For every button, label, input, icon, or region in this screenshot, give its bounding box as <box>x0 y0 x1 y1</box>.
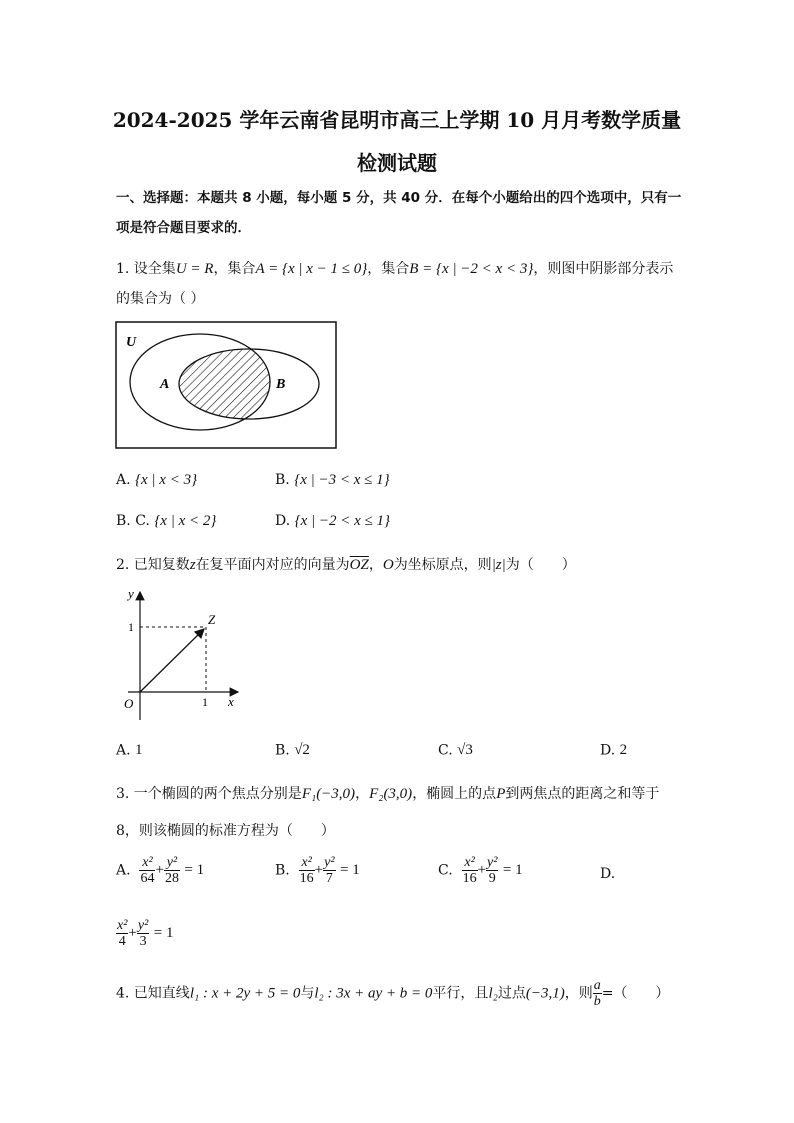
vector-oz: $\overline{OZ}$ <box>349 557 369 573</box>
question-4-line-1: 4. 已知直线l₁ : x + 2y + 5 = 0与l₂ : 3x + ay + b = 0平行，且l₂过点(−3,1)，则 $\frac{a}{b}$ =（ ） <box>116 978 670 1009</box>
q2-option-d[interactable]: D. 2 <box>600 742 628 759</box>
venn-diagram <box>112 318 344 452</box>
question-2-line-1: 2. 已知复数z在复平面内对应的向量为$\overline{OZ}$，O为坐标原点，则|z|为（ ） <box>116 557 576 573</box>
point: (−3,1) <box>525 985 565 1002</box>
title-line-1: 2024-2025 学年云南省昆明市高三上学期 10 月月考数学质量 <box>112 108 682 132</box>
q2-option-a[interactable]: A. 1 <box>116 742 143 759</box>
svg-text:x: x <box>228 694 234 709</box>
fraction-a-over-b: $\frac{a}{b}$ <box>593 978 601 1009</box>
q3-option-c[interactable]: C. $\frac{\text{x²}}{16}$ + $\frac{\text{y²}}{9}$ = 1 <box>438 855 523 886</box>
q3-option-b[interactable]: B. $\frac{\text{x²}}{16}$ + $\frac{\text{y²}}{7}$ = 1 <box>275 855 360 886</box>
svg-text:1: 1 <box>202 695 208 709</box>
question-1-line-2: 的集合为（ ） <box>116 291 205 307</box>
q2-option-b[interactable]: B. √2 <box>275 742 310 759</box>
section-heading-line-2: 项是符合题目要求的． <box>116 220 251 236</box>
title-line-2: 检测试题 <box>357 151 437 175</box>
venn-label-b: B <box>276 377 286 392</box>
question-1-line-1: 1. 设全集U = R，集合A = {x | x − 1 ≤ 0}，集合B = {x | −2 < x < 3}，则图中阴影部分表示 <box>116 261 674 277</box>
q1-option-b[interactable]: B. {x | −3 < x ≤ 1} <box>275 472 390 488</box>
q2-option-c[interactable]: C. √3 <box>438 742 473 759</box>
svg-text:y: y <box>128 586 134 601</box>
q3-option-d[interactable]: $\frac{\text{x²}}{4}$ + $\frac{\text{y²}}{3}$ = 1 <box>117 918 174 949</box>
set-a-definition: A = {x | x − 1 ≤ 0} <box>255 261 368 277</box>
svg-text:O: O <box>124 696 134 711</box>
venn-label-u: U <box>126 335 137 350</box>
q3-option-d-label[interactable]: D. <box>600 866 616 882</box>
line-l2: l₂ : 3x + ay + b = 0 <box>314 985 433 1002</box>
venn-label-a: A <box>160 377 170 392</box>
q1-option-c[interactable]: B. C. {x | x < 2} <box>116 513 217 529</box>
modulus-z: |z| <box>491 557 506 573</box>
question-3-line-2: 8，则该椭圆的标准方程为（ ） <box>116 823 335 839</box>
section-heading-line-1: 一、选择题：本题共 8 小题，每小题 5 分，共 40 分．在每个小题给出的四个选项中，只有一 <box>116 190 682 206</box>
q3-option-a[interactable]: A. $\frac{\text{x²}}{64}$ + $\frac{\text{y²}}{28}$ = 1 <box>116 855 205 886</box>
vector-oz-arrow <box>140 629 204 692</box>
focus-f2: F₂(3,0) <box>369 786 413 802</box>
line-l1: l₁ : x + 2y + 5 = 0 <box>189 985 301 1002</box>
universal-set: U = R <box>175 261 214 277</box>
svg-text:1: 1 <box>128 620 134 634</box>
q1-option-d[interactable]: D. {x | −2 < x ≤ 1} <box>275 513 391 529</box>
complex-plane-graph <box>110 584 250 724</box>
set-b-definition: B = {x | −2 < x < 3} <box>409 261 534 277</box>
q1-option-a[interactable]: A. {x | x < 3} <box>116 472 198 488</box>
question-3-line-1: 3. 一个椭圆的两个焦点分别是F₁(−3,0)，F₂(3,0)，椭圆上的点P到两焦点的距离之和等于 <box>116 786 660 802</box>
focus-f1: F₁(−3,0) <box>301 786 356 802</box>
svg-text:Z: Z <box>208 612 216 627</box>
